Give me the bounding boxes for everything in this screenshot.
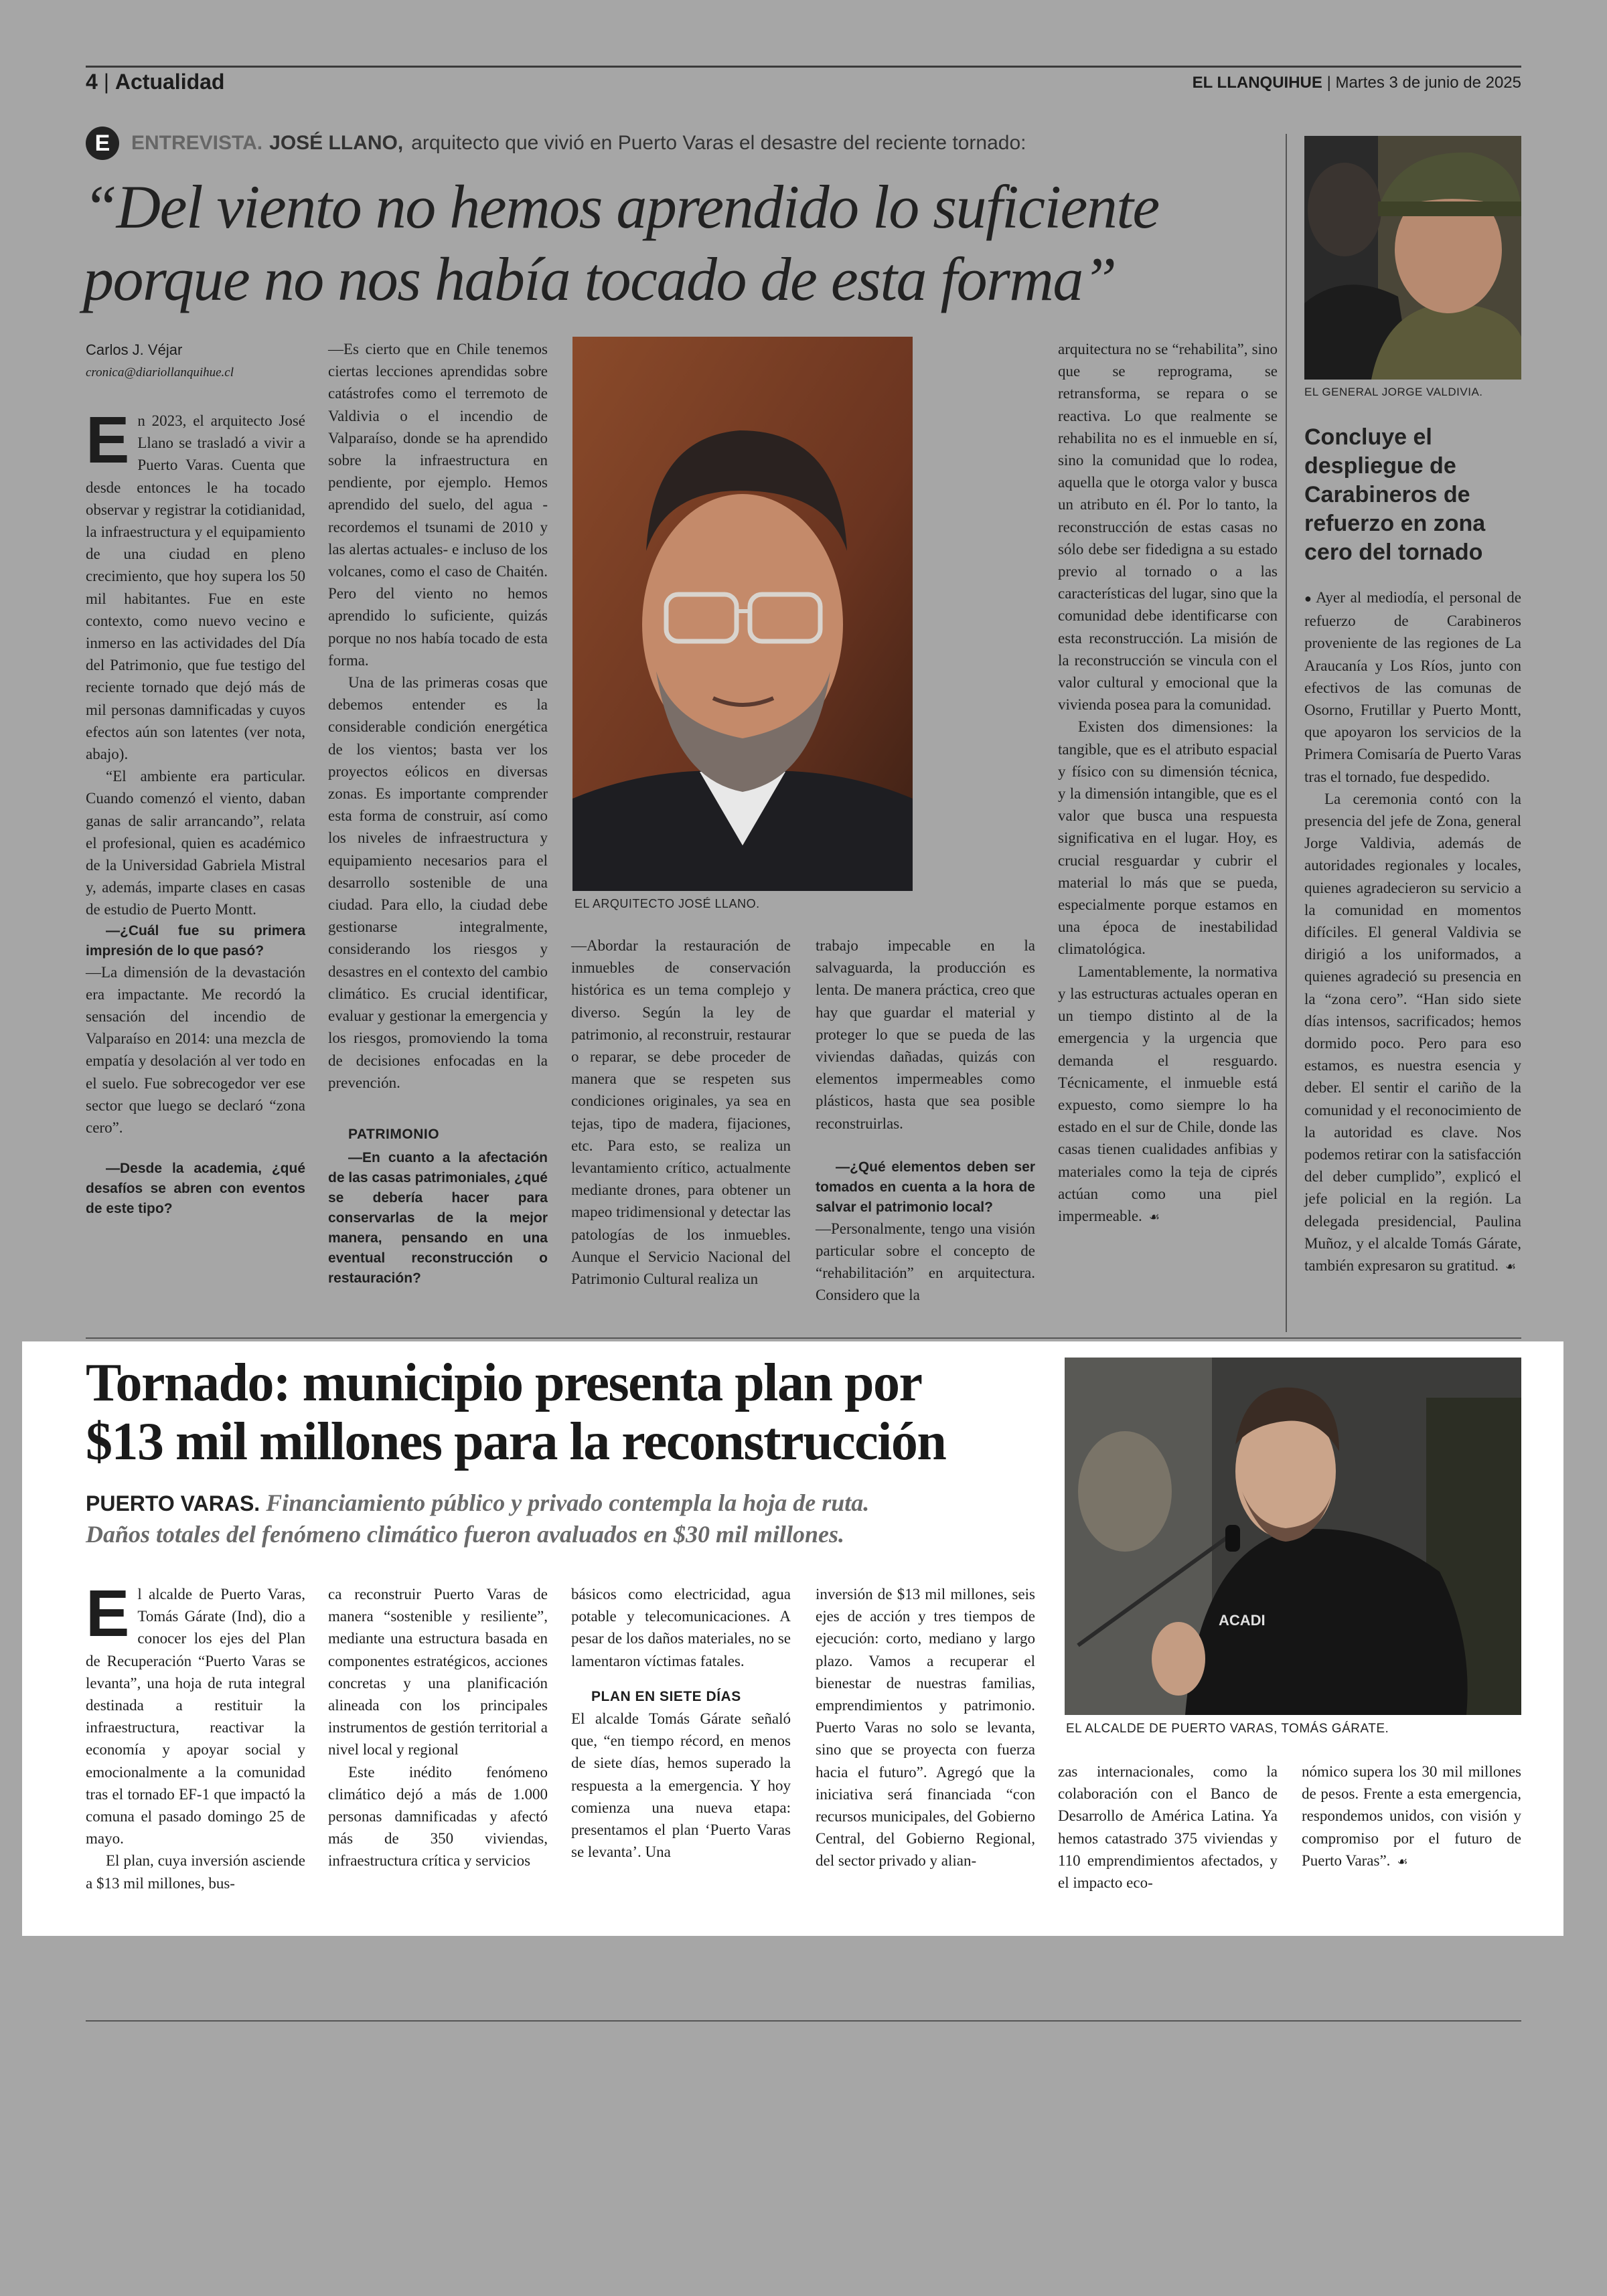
interview-badge-letter: E xyxy=(94,130,110,156)
kicker-description: arquitecto que vivió en Puerto Varas el desastre del reciente tornado: xyxy=(411,132,1026,154)
headline-line-2: porque no nos había tocado de esta forma” xyxy=(83,245,1116,313)
plan-headline-line-1: Tornado: municipio presenta plan por xyxy=(86,1354,922,1412)
plan-kicker: PUERTO VARAS. xyxy=(86,1491,260,1515)
section-name: Actualidad xyxy=(114,70,225,94)
end-mark-icon: ☙ xyxy=(1148,1210,1160,1224)
newspaper-name: EL LLANQUIHUE xyxy=(1192,74,1322,92)
plan-col3-p2: El alcalde Tomás Gárate señaló que, “en tiempo récord, en menos de siete días, hemos superado la respuesta a la emergencia. Y hoy comienza una nueva etapa: presentamos el plan ‘Puerto Varas se levanta’. Una xyxy=(571,1710,791,1861)
plan-deck-line-1: PUERTO VARAS. Financiamiento público y privado contempla la hoja de ruta. xyxy=(86,1489,870,1516)
plan-col3-p1: básicos como electricidad, agua potable y telecomunicaciones. A pesar de los daños materiales, no se lamentaron víctimas fatales. xyxy=(571,1586,791,1669)
interview-col1-p2: “El ambiente era particular. Cuando comenzó el viento, daban ganas de salir arrancando”, relata el profesional, quien es académico de la Universidad Gabriela Mistral y, además, imparte clases en casas de estudio de Puerto Montt. xyxy=(86,768,305,918)
interview-col4-p2: —Personalmente, tengo una visión particular sobre el concepto de “rehabilitación” en arquitectura. Considero que la xyxy=(816,1220,1035,1304)
interview-col3-p1: —Abordar la restauración de inmuebles de conservación histórica es un tema complejo y diverso. Según la ley de patrimonio, al reconstruir, restaurar o reparar, se debe proceder de manera que se respeten sus condiciones originales, ya sea en tejas, tipo de madera, fijaciones, etc. Para esto, se realiza un levantamiento crítico, actualmente mediante drones, para obtener un mapeo tridimensional y detectar las patologías de los inmuebles. Aunque el Servicio Nacional del Patrimonio Cultural realiza un xyxy=(571,937,791,1288)
interview-kicker xyxy=(86,126,1026,161)
interview-col1-p1: En 2023, el arquitecto José Llano se trasladó a vivir a Puerto Varas. Cuenta que desde entonces le ha tocado observar y registrar la cotidianidad, la infraestructura y el equipamiento de una ciudad en pleno crecimiento, que hoy supera los 50 mil habitantes. Fue en este contexto, como nuevo vecino e inmerso en las actividades del Día del Patrimonio, que fue testigo del reciente tornado que dejó más de mil personas damnificadas y cuyos efectos aún son latentes (ver nota, abajo). xyxy=(86,403,305,763)
interview-column-2 xyxy=(328,338,548,1289)
plan-col2-p1: ca reconstruir Puerto Varas de manera “sostenible y resiliente”, mediante una estructura basada en componentes estratégicos, acciones concretas y una planificación alineada con los principales instrumentos de gestión territorial a nivel local y regional xyxy=(328,1586,548,1758)
plan-headline xyxy=(86,1354,1037,1471)
header-separator-right: | xyxy=(1326,74,1336,92)
interview-column-1 xyxy=(86,403,305,1219)
plan-deck-line-2: Daños totales del fenómeno climático fueron avaluados en $30 mil millones. xyxy=(86,1521,845,1548)
plan-col5-p1: zas internacionales, como la colaboración con el Banco de Desarrollo de América Latina. Ya hemos catastrado 375 viviendas y 110 emprendimientos afectados, y el impacto eco- xyxy=(1058,1763,1278,1892)
photo-jose-llano xyxy=(572,337,913,891)
interview-question-1: —¿Cuál fue su primera impresión de lo que pasó? xyxy=(86,922,305,959)
plan-dropcap: E xyxy=(86,1576,130,1650)
plan-column-1 xyxy=(86,1576,305,1894)
page-bottom-rule xyxy=(86,2020,1521,2022)
photo-alcalde-garate xyxy=(1065,1358,1521,1715)
portrait-jose-llano xyxy=(572,337,913,891)
plan-col1-p2: El plan, cuya inversión asciende a $13 mil millones, bus- xyxy=(86,1852,305,1892)
bullet-icon: ● xyxy=(1304,592,1313,605)
interview-headline xyxy=(83,171,1302,315)
interview-col2-p1: —Es cierto que en Chile tenemos ciertas lecciones aprendidas sobre catástrofes como el terremoto de Valdivia o el incendio de Valparaíso, donde se ha aprendido sobre la infraestructura en pendiente, por ejemplo. Hemos aprendido del suelo, del agua -recordemos el tsunami de 2010 y las alertas actuales- e incluso de los volcanes, como el caso de Chaitén. Pero del viento no hemos aprendido lo suficiente, quizás porque no nos había tocado de esta forma. xyxy=(328,341,548,669)
plan-column-5 xyxy=(1058,1760,1278,1894)
plan-column-3 xyxy=(571,1583,791,1863)
plan-col1-p1: El alcalde de Puerto Varas, Tomás Gárate (Ind), dio a conocer los ejes del Plan de Recuperación “Puerto Varas se levanta”, una hoja de ruta integral destinada a restituir la infraestructura, reactivar la economía y apoyar social y emocionalmente a la comunidad tras el tornado EF-1 que impactó la comuna el pasado domingo 25 de mayo. xyxy=(86,1576,305,1848)
interview-bottom-rule xyxy=(86,1337,1521,1339)
interview-col5-p1: arquitectura no se “rehabilita”, sino que se reprograma, se retransforma, se repara o se reactiva. Lo que realmente se rehabilita no es el inmueble en sí, sino la comunidad que lo rodea, aquella que le otorga valor y busca un atributo en él. Por lo tanto, la reconstrucción de estas casas no sólo debe ser fidedigna a su estado previo al tornado o a las características del lugar, sino que la comunidad debe identificarse con esta reconstrucción. La misión de la reconstrucción se vincula con el valor cultural y emocional que la vivienda posea para la comunidad. xyxy=(1058,341,1278,714)
interview-question-4: —¿Qué elementos deben ser tomados en cuenta a la hora de salvar el patrimonio local? xyxy=(816,1159,1035,1215)
caption-alcalde-garate: EL ALCALDE DE PUERTO VARAS, TOMÁS GÁRATE. xyxy=(1066,1722,1389,1736)
jacket-logo-text: ACADI xyxy=(1219,1612,1266,1629)
interview-col4-p1: trabajo impecable en la salvaguarda, la producción es lenta. De manera práctica, creo que hay que guardar el material y proteger lo que se pueda de las viviendas dañadas, quizás con elementos impermeables como plásticos, hasta que sea posible reconstruirlas. xyxy=(816,937,1035,1132)
interview-column-3 xyxy=(571,934,791,1290)
plan-deck xyxy=(86,1487,1050,1550)
photo-general-valdivia xyxy=(1304,136,1521,380)
caption-general-valdivia: EL GENERAL JORGE VALDIVIA. xyxy=(1304,386,1483,398)
interview-col5-p3: Lamentablemente, la normativa y las estructuras actuales operan en un tiempo distinto al de la emergencia y la urgencia que demanda el resguardo. Técnicamente, el inmueble está expuesto, como siempre lo ha estado en el sur de Chile, donde las casas tienen cualidades anfibias y materiales como la teja de ciprés actúan como una piel impermeable. ☙ xyxy=(1058,963,1278,1224)
page-number: 4 xyxy=(86,70,98,94)
plan-column-2 xyxy=(328,1583,548,1872)
interview-badge xyxy=(86,127,119,160)
plan-col2-p2: Este inédito fenómeno climático dejó a más de 1.000 personas damnificadas y afectó más de 350 viviendas, infraestructura crítica y servicios xyxy=(328,1763,548,1870)
byline-author: Carlos J. Véjar xyxy=(86,341,183,358)
interview-dropcap: E xyxy=(86,403,130,477)
kicker-label: ENTREVISTA. xyxy=(131,132,263,154)
sidebar-separator xyxy=(1286,134,1287,1332)
portrait-general-valdivia xyxy=(1304,136,1521,380)
sidebar-body xyxy=(1304,586,1521,1278)
byline-email: cronica@diariollanquihue.cl xyxy=(86,365,234,380)
kicker-name: JOSÉ LLANO, xyxy=(269,132,404,154)
headline-line-1: “Del viento no hemos aprendido lo suficiente xyxy=(83,173,1159,241)
plan-headline-line-2: $13 mil millones para la reconstrucción xyxy=(86,1412,946,1471)
subhead-patrimonio: PATRIMONIO xyxy=(348,1126,440,1142)
plan-col4-p1: inversión de $13 mil millones, seis ejes de acción y tres tiempos de ejecución: corto, mediano y largo plazo. Vamos a recuperar el bienestar de nuestras familias, emprendimientos y patrimonio. Puerto Varas no solo se levanta, sino que se proyecta con fuerza hacia el futuro”. Agregó que la iniciativa será financiada “con recursos municipales, del Gobierno Central, del Gobierno Regional, del sector privado y alian- xyxy=(816,1586,1035,1870)
sidebar-p1: ● Ayer al mediodía, el personal de refuerzo de Carabineros proveniente de las regiones de La Araucanía y Los Ríos, junto con efectivos de las comunas de Osorno, Frutillar y Puerto Montt, que apoyaron los servicios de la Primera Comisaría de Puerto Varas tras el tornado, fue despedido. xyxy=(1304,589,1522,785)
plan-column-4 xyxy=(816,1583,1035,1872)
header-top-rule xyxy=(86,66,1521,68)
interview-col5-p2: Existen dos dimensiones: la tangible, que es el atributo espacial y físico con su dimensión técnica, y la dimensión intangible, que es el valor que busca una respuesta significativa en el lugar. Hoy, es crucial resguardar y cubrir el material lo más que se pueda, especialmente porque estamos en una época de inestabilidad climatológica. xyxy=(1058,718,1278,958)
caption-jose-llano: EL ARQUITECTO JOSÉ LLANO. xyxy=(575,897,760,910)
sidebar-p2: La ceremonia contó con la presencia del jefe de Zona, general Jorge Valdivia, además de autoridades regionales y locales, quienes agradecieron su servicio a la comunidad en momentos difíciles. El general Valdivia se dirigió a los uniformados, a quienes agradeció su presencia en la “zona cero”. “Han sido siete días intensos, sacrificados; hemos dormido poco. Pero para eso estamos, es nuestra esencia y deber. El sentir el cariño de la comunidad y el reconocimiento de la autoridad es clave. Nos podemos retirar con la satisfacción del deber cumplido”, explicó el jefe policial en la región. La delegada presidencial, Paulina Muñoz, y el alcalde Tomás Gárate, también expresaron su gratitud. ☙ xyxy=(1304,790,1521,1275)
interview-column-4 xyxy=(816,934,1035,1307)
sidebar-end-mark-icon: ☙ xyxy=(1505,1260,1517,1274)
plan-col6-p1: nómico supera los 30 mil millones de pesos. Frente a esta emergencia, respondemos unidos, con visión y compromiso por el futuro de Puerto Varas”. ☙ xyxy=(1302,1763,1521,1869)
interview-column-5 xyxy=(1058,338,1278,1228)
page-header-right xyxy=(1193,74,1521,92)
page-header-left xyxy=(86,70,224,94)
plan-column-6 xyxy=(1302,1760,1521,1873)
interview-question-3: —En cuanto a la afectación de las casas patrimoniales, ¿qué se debería hacer para conservarlas de la mejor manera, pensando en una eventual reconstrucción o restauración? xyxy=(328,1150,548,1287)
header-separator: | xyxy=(103,70,115,94)
portrait-alcalde-garate xyxy=(1065,1358,1521,1715)
interview-question-2: —Desde la academia, ¿qué desafíos se abren con eventos de este tipo? xyxy=(86,1161,305,1217)
sidebar-headline: Concluye el despliegue de Carabineros de refuerzo en zona cero del tornado xyxy=(1304,424,1486,565)
interview-col2-p2: Una de las primeras cosas que debemos entender es la considerable condición energética de los vientos; basta ver los proyectos eólicos en diversas zonas. Es importante comprender esta forma de construir, así como los niveles de infraestructura y equipamiento necesarios para el desarrollo sostenible de una ciudad. Para ello, la ciudad debe gestionarse integralmente, considerando los riesgos y desastres en el contexto del cambio climático. Es crucial identificar, evaluar y gestionar la emergencia y los riesgos, promoviendo la toma de decisiones enfocadas en la prevención. xyxy=(328,674,548,1091)
issue-date: Martes 3 de junio de 2025 xyxy=(1335,74,1521,92)
interview-col1-p3: —La dimensión de la devastación era impactante. Me recordó la sensación del incendio de Valparaíso en 2014: una mezcla de empatía y desolación al ver todo en el suelo. Fue sobrecogedor ver ese sector que luego se declaró “zona cero”. xyxy=(86,963,305,1137)
plan-end-mark-icon: ☙ xyxy=(1397,1854,1408,1868)
subhead-plan-siete-dias: PLAN EN SIETE DÍAS xyxy=(591,1688,741,1704)
